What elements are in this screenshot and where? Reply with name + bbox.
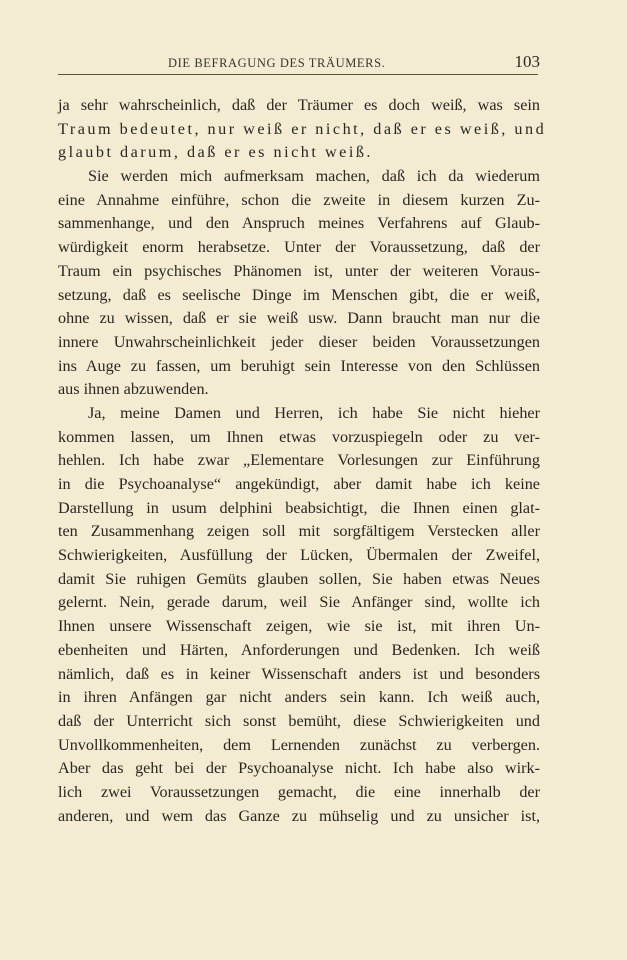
text-line: ohne zu wissen, daß er sie weiß usw. Dann braucht man nur die [58, 309, 540, 328]
text-line: Traum ein psychisches Phänomen ist, unter der weiteren Voraus- [58, 261, 540, 280]
text-line: ins Auge zu fassen, um beruhigt sein Interesse von den Schlüssen [58, 356, 540, 375]
running-head: DIE BEFRAGUNG DES TRÄUMERS. [168, 56, 386, 70]
text-line: damit Sie ruhigen Gemüts glauben sollen, Sie haben etwas Neues [58, 569, 540, 588]
text-line: eine Annahme einführe, schon die zweite in diesem kurzen Zu- [58, 190, 540, 209]
text-line: Unvollkommenheiten, dem Lernenden zunächst zu verbergen. [58, 735, 540, 754]
text-line: aus ihnen abzuwenden. [58, 380, 209, 399]
text-line: in die Psychoanalyse“ angekündigt, aber damit habe ich keine [58, 475, 540, 493]
text-line: ja sehr wahrscheinlich, daß der Träumer es doch weiß, was sein [58, 96, 540, 114]
text-line: Ja, meine Damen und Herren, ich habe Sie nicht hieher [88, 403, 540, 422]
text-line: ebenheiten und Härten, Anforderungen und Bedenken. Ich weiß [58, 640, 540, 659]
text-line: Darstellung in usum delphini beabsichtigt, die Ihnen einen glat- [58, 498, 540, 517]
text-line: hehlen. Ich habe zwar „Elementare Vorlesungen zur Einführung [58, 451, 540, 470]
text-line: kommen lassen, um Ihnen etwas vorzuspiegeln oder zu ver- [58, 427, 540, 446]
text-line: gelernt. Nein, gerade darum, weil Sie Anfänger sind, wollte ich [58, 593, 540, 612]
text-line: Aber das geht bei der Psychoanalyse nicht. Ich habe also wirk- [58, 759, 540, 778]
text-line: Traum bedeutet, nur weiß er nicht, daß er es weiß, und [58, 119, 547, 138]
text-line: in ihren Anfängen gar nicht anders sein kann. Ich weiß auch, [58, 688, 540, 707]
text-line: Sie werden mich aufmerksam machen, daß ich da wiederum [88, 167, 540, 186]
text-line: sammenhange, und den Anspruch meines Verfahrens auf Glaub- [58, 214, 540, 233]
body-text [58, 94, 547, 828]
text-line: anderen, und wem das Ganze zu mühselig und zu unsicher ist, [58, 806, 540, 825]
text-line: Ihnen unsere Wissenschaft zeigen, wie sie ist, mit ihren Un- [58, 617, 540, 636]
page-header [58, 52, 538, 78]
text-line: glaubt darum, daß er es nicht weiß. [58, 143, 373, 162]
text-line: würdigkeit enorm herabsetze. Unter der Voraussetzung, daß der [58, 238, 540, 257]
text-line: nämlich, daß es in keiner Wissenschaft anders ist und besonders [58, 664, 540, 683]
text-line: daß der Unterricht sich sonst bemüht, diese Schwierigkeiten und [58, 711, 540, 730]
header-rule [58, 74, 538, 75]
page-number: 103 [514, 52, 540, 71]
text-line: innere Unwahrscheinlichkeit jeder dieser beiden Voraussetzungen [58, 332, 540, 351]
text-line: Schwierigkeiten, Ausfüllung der Lücken, Übermalen der Zweifel, [58, 546, 540, 565]
text-line: ten Zusammenhang zeigen soll mit sorgfältigem Verstecken aller [58, 522, 540, 541]
text-line: lich zwei Voraussetzungen gemacht, die eine innerhalb der [58, 782, 540, 801]
text-line: setzung, daß es seelische Dinge im Menschen gibt, die er weiß, [58, 285, 540, 304]
